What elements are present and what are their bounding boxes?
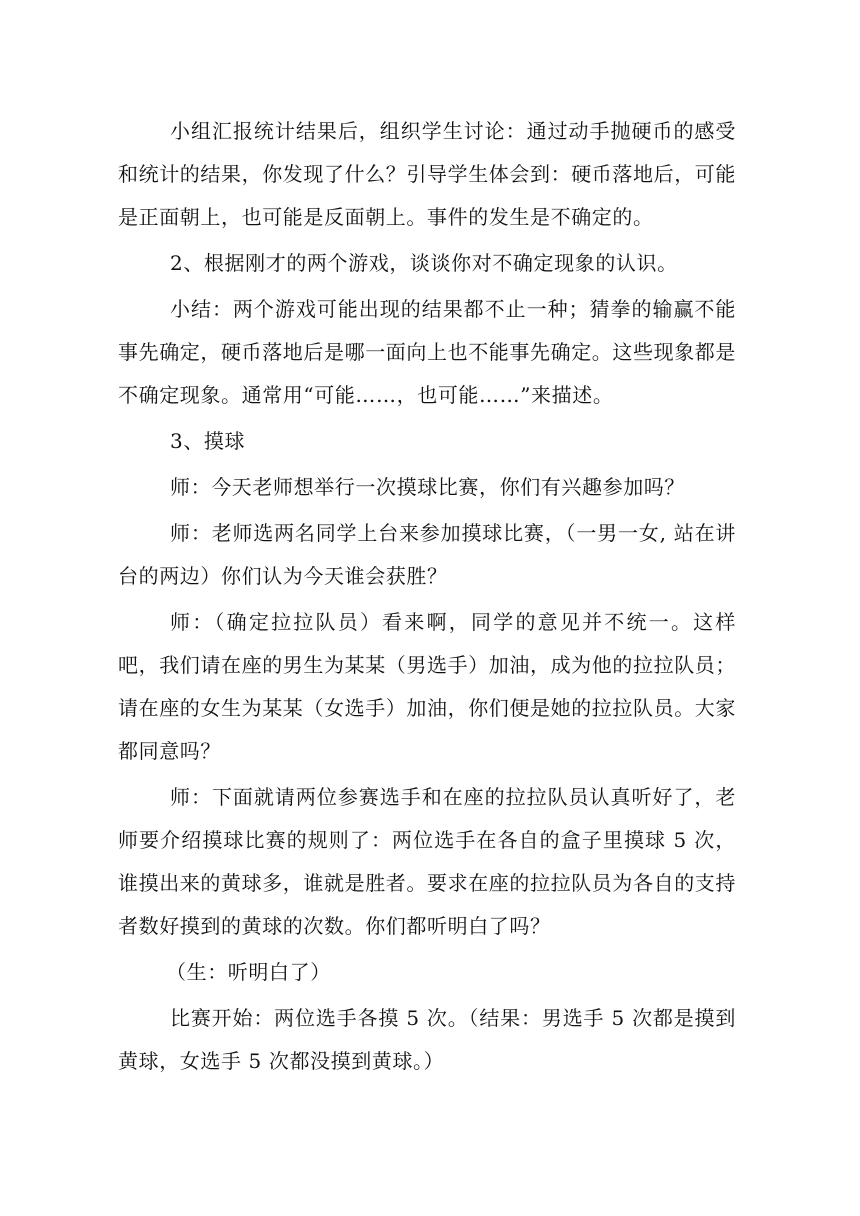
paragraph-summary: 小结：两个游戏可能出现的结果都不止一种；猜拳的输赢不能事先确定，硬币落地后是哪一面向上也不能事先确定。这些现象都是不确定现象。通常用“可能……，也可能……”来描述。	[118, 297, 736, 407]
paragraph-step-3: 3、摸球	[170, 429, 246, 453]
document-body	[118, 110, 736, 1083]
paragraph-cheerleaders: 师：（确定拉拉队员）看来啊，同学的意见并不统一。这样吧，我们请在座的男生为某某（男选手）加油，成为他的拉拉队员；请在座的女生为某某（女选手）加油，你们便是她的拉拉队员。大家都同意吗？	[118, 610, 736, 763]
paragraph-student-response: （生：听明白了）	[166, 960, 331, 984]
paragraph-teacher-select: 师：老师选两名同学上台来参加摸球比赛，（一男一女, 站在讲台的两边）你们认为今天谁会获胜？	[118, 521, 736, 588]
paragraph-rules: 师：下面就请两位参赛选手和在座的拉拉队员认真听好了，老师要介绍摸球比赛的规则了：两位选手在各自的盒子里摸球 5 次，谁摸出来的黄球多，谁就是胜者。要求在座的拉拉队员为各自的支持者数好摸到的黄球的次数。你们都听明白了吗？	[118, 785, 736, 938]
paragraph-teacher-invite: 师：今天老师想举行一次摸球比赛，你们有兴趣参加吗？	[170, 475, 685, 499]
paragraph-discussion: 小组汇报统计结果后，组织学生讨论：通过动手抛硬币的感受和统计的结果，你发现了什么？引导学生体会到：硬币落地后，可能是正面朝上，也可能是反面朝上。事件的发生是不确定的。	[118, 119, 736, 229]
paragraph-step-2: 2、根据刚才的两个游戏，谈谈你对不确定现象的认识。	[170, 251, 678, 275]
paragraph-match-result: 比赛开始：两位选手各摸 5 次。（结果：男选手 5 次都是摸到黄球，女选手 5 次都没摸到黄球。）	[118, 1006, 736, 1073]
